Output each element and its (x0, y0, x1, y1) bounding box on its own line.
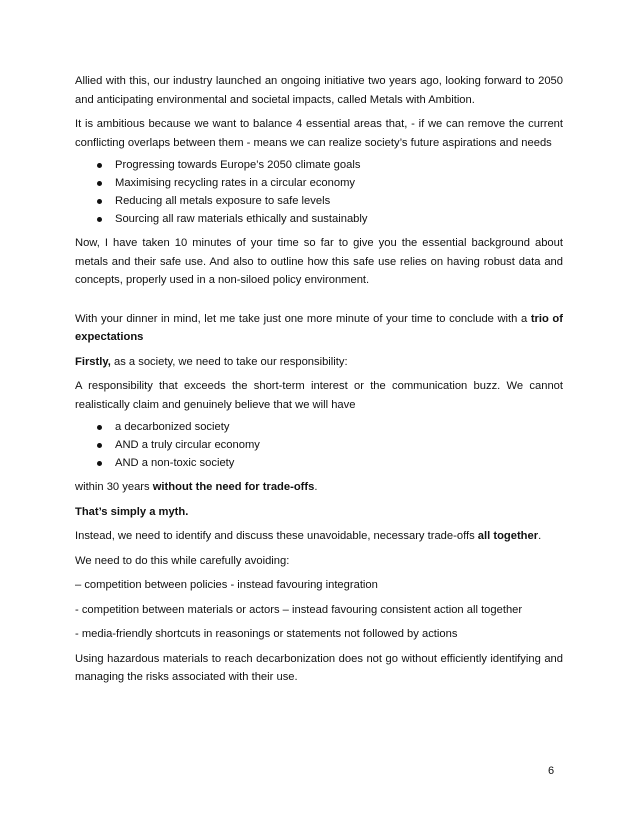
list-society-goals (75, 418, 563, 472)
paragraph-responsibility: A responsibility that exceeds the short-term interest or the communication buzz. We cannot realistically claim and genuinely believe that we will have (75, 380, 563, 411)
paragraph-trio (75, 310, 563, 347)
list-item: AND a truly circular economy (115, 436, 563, 454)
paragraph-myth-bold: That’s simply a myth. (75, 505, 189, 518)
page-content (75, 72, 563, 693)
paragraph-trio-text: With your dinner in mind, let me take just one more minute of your time to conclude with a (75, 312, 531, 325)
paragraph-metals-with-ambition: Allied with this, our industry launched an ongoing initiative two years ago, looking forward to 2050 and anticipating environmental and societal impacts, called Metals with Ambition. (75, 75, 563, 106)
list-item: Sourcing all raw materials ethically and sustainably (115, 210, 563, 228)
paragraph-competition-materials: - competition between materials or actors – instead favouring consistent action all together (75, 603, 523, 616)
paragraph-firstly (75, 353, 563, 372)
list-item: Reducing all metals exposure to safe levels (115, 192, 563, 210)
paragraph-all-together-text: Instead, we need to identify and discuss these unavoidable, necessary trade-offs (75, 530, 478, 542)
list-item: Progressing towards Europe’s 2050 climate goals (115, 156, 563, 174)
paragraph-background: Now, I have taken 10 minutes of your time so far to give you the essential background about metals and their safe use. And also to outline how this safe use relies on having robust data and concepts, properly used in a non-siloed policy environment. (75, 237, 563, 286)
list-essential-areas (75, 156, 563, 228)
paragraph-trade-offs (75, 478, 563, 497)
list-item: Maximising recycling rates in a circular economy (115, 174, 563, 192)
paragraph-all-together-end: . (538, 530, 542, 542)
paragraph-hazardous-materials: Using hazardous materials to reach decarbonization does not go without efficiently identifying and managing the risks associated with their use. (75, 652, 563, 683)
paragraph-trade-offs-end: . (314, 481, 318, 493)
section-spacer (75, 296, 563, 310)
paragraph-firstly-bold: Firstly, (75, 355, 111, 368)
paragraph-trade-offs-bold: without the need for trade-offs (152, 481, 315, 493)
paragraph-firstly-text: as a society, we need to take our responsibility: (110, 355, 348, 368)
paragraph-all-together (75, 527, 563, 546)
paragraph-competition-policies: – competition between policies - instead favouring integration (75, 579, 378, 591)
paragraph-four-areas: It is ambitious because we want to balance 4 essential areas that, - if we can remove the current conflicting overlaps between them - means we can realize society’s future aspirations and needs (75, 118, 563, 149)
list-item: AND a non-toxic society (115, 454, 563, 472)
paragraph-trio-bold: trio of expectations (75, 312, 563, 343)
paragraph-all-together-bold: all together (477, 530, 539, 542)
list-item: a decarbonized society (115, 418, 563, 436)
paragraph-trade-offs-text: within 30 years (75, 481, 153, 493)
page-number: 6 (548, 765, 555, 777)
paragraph-myth (75, 503, 563, 522)
paragraph-avoiding: We need to do this while carefully avoiding: (75, 554, 290, 567)
paragraph-media-shortcuts: - media-friendly shortcuts in reasonings or statements not followed by actions (75, 628, 458, 640)
